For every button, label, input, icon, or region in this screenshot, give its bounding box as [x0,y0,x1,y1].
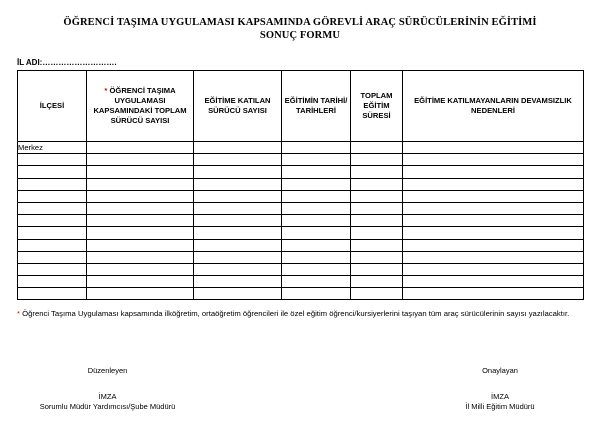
table-row [18,178,584,190]
table-row [18,154,584,166]
table-row [18,263,584,275]
ilce-cell [18,227,87,239]
sure-cell [351,178,403,190]
signature-imza: İMZA [491,392,509,401]
katilan-cell [194,202,282,214]
header-egitime-katilan: EĞİTİME KATILAN SÜRÜCÜ SAYISI [194,71,282,142]
devamsizlik-cell [403,154,584,166]
toplam-surucu-cell [87,190,194,202]
signature-title: Sorumlu Müdür Yardımcısı/Şube Müdürü [39,402,176,411]
tarih-cell [282,154,351,166]
katilan-cell [194,239,282,251]
toplam-surucu-cell [87,178,194,190]
table-row [18,190,584,202]
toplam-surucu-cell [87,215,194,227]
katilan-cell [194,178,282,190]
katilan-cell [194,154,282,166]
devamsizlik-cell [403,202,584,214]
sure-cell [351,142,403,154]
ilce-cell [18,251,87,263]
sure-cell [351,190,403,202]
header-egitim-tarihi: EĞİTİMİN TARİHİ/ TARİHLERİ [282,71,351,142]
toplam-surucu-cell [87,251,194,263]
katilan-cell [194,142,282,154]
devamsizlik-cell [403,215,584,227]
sure-cell [351,251,403,263]
katilan-cell [194,276,282,288]
devamsizlik-cell [403,178,584,190]
form-title-line2: SONUÇ FORMU [259,30,341,41]
signature-block-duzenleyen [20,366,195,412]
tarih-cell [282,263,351,275]
header-toplam-sure: TOPLAM EĞİTİM SÜRESİ [351,71,403,142]
table-row [18,202,584,214]
table-row [18,251,584,263]
devamsizlik-cell [403,227,584,239]
table-row [18,215,584,227]
katilan-cell [194,215,282,227]
katilan-cell [194,166,282,178]
results-table [17,70,584,300]
sure-cell [351,239,403,251]
toplam-surucu-cell [87,227,194,239]
toplam-surucu-cell [87,239,194,251]
sure-cell [351,215,403,227]
devamsizlik-cell [403,251,584,263]
katilan-cell [194,263,282,275]
sure-cell [351,288,403,300]
footnote-text: Öğrenci Taşıma Uygulaması kapsamında ilköğretim, ortaöğretim öğrencileri ile özel eğitim öğrenci/kursiyerlerini taşıyan tüm araç sürücülerinin sayısı yazılacaktır. [20,309,570,318]
table-row [18,166,584,178]
il-adi-label: İL ADI:………………………. [17,58,117,67]
sure-cell [351,263,403,275]
form-title [0,16,600,42]
tarih-cell [282,288,351,300]
devamsizlik-cell [403,239,584,251]
table-row [18,276,584,288]
header-toplam-surucu-label: ÖĞRENCİ TAŞIMA UYGULAMASI KAPSAMINDAKİ TOPLAM SÜRÜCÜ SAYISI [93,86,187,125]
table-body [18,142,584,300]
signature-title: İl Milli Eğitim Müdürü [465,402,535,411]
signature-role: Düzenleyen [87,366,128,375]
tarih-cell [282,215,351,227]
header-toplam-surucu [87,71,194,142]
signature-role: Onaylayan [482,366,518,375]
ilce-cell [18,178,87,190]
ilce-cell [18,276,87,288]
table-row [18,142,584,154]
toplam-surucu-cell [87,142,194,154]
footnote [17,308,587,320]
footnote-star: * [17,309,20,318]
sure-cell [351,227,403,239]
form-title-line1: ÖĞRENCİ TAŞIMA UYGULAMASI KAPSAMINDA GÖREVLİ ARAÇ SÜRÜCÜLERİNİN EĞİTİMİ [63,17,537,28]
katilan-cell [194,190,282,202]
signature-block-onaylayan [440,366,560,412]
tarih-cell [282,190,351,202]
header-devamsizlik-nedenleri: EĞİTİME KATILMAYANLARIN DEVAMSIZLIK NEDENLERİ [403,71,584,142]
tarih-cell [282,227,351,239]
ilce-cell [18,202,87,214]
table-header-row [18,71,584,142]
tarih-cell [282,202,351,214]
tarih-cell [282,276,351,288]
header-ilcesi: İLÇESİ [18,71,87,142]
ilce-cell [18,166,87,178]
devamsizlik-cell [403,166,584,178]
required-star: * [104,86,108,95]
tarih-cell [282,239,351,251]
toplam-surucu-cell [87,276,194,288]
katilan-cell [194,288,282,300]
tarih-cell [282,166,351,178]
table-row [18,288,584,300]
ilce-cell [18,263,87,275]
ilce-cell [18,239,87,251]
devamsizlik-cell [403,276,584,288]
ilce-cell [18,154,87,166]
devamsizlik-cell [403,263,584,275]
devamsizlik-cell [403,142,584,154]
ilce-cell: Merkez [18,142,87,154]
table-row [18,239,584,251]
toplam-surucu-cell [87,263,194,275]
katilan-cell [194,251,282,263]
devamsizlik-cell [403,190,584,202]
ilce-cell [18,190,87,202]
tarih-cell [282,251,351,263]
toplam-surucu-cell [87,154,194,166]
toplam-surucu-cell [87,202,194,214]
sure-cell [351,154,403,166]
toplam-surucu-cell [87,288,194,300]
ilce-cell [18,288,87,300]
katilan-cell [194,227,282,239]
devamsizlik-cell [403,288,584,300]
ilce-cell [18,215,87,227]
table-row [18,227,584,239]
toplam-surucu-cell [87,166,194,178]
sure-cell [351,166,403,178]
tarih-cell [282,142,351,154]
sure-cell [351,202,403,214]
sure-cell [351,276,403,288]
tarih-cell [282,178,351,190]
signature-imza: İMZA [98,392,117,401]
